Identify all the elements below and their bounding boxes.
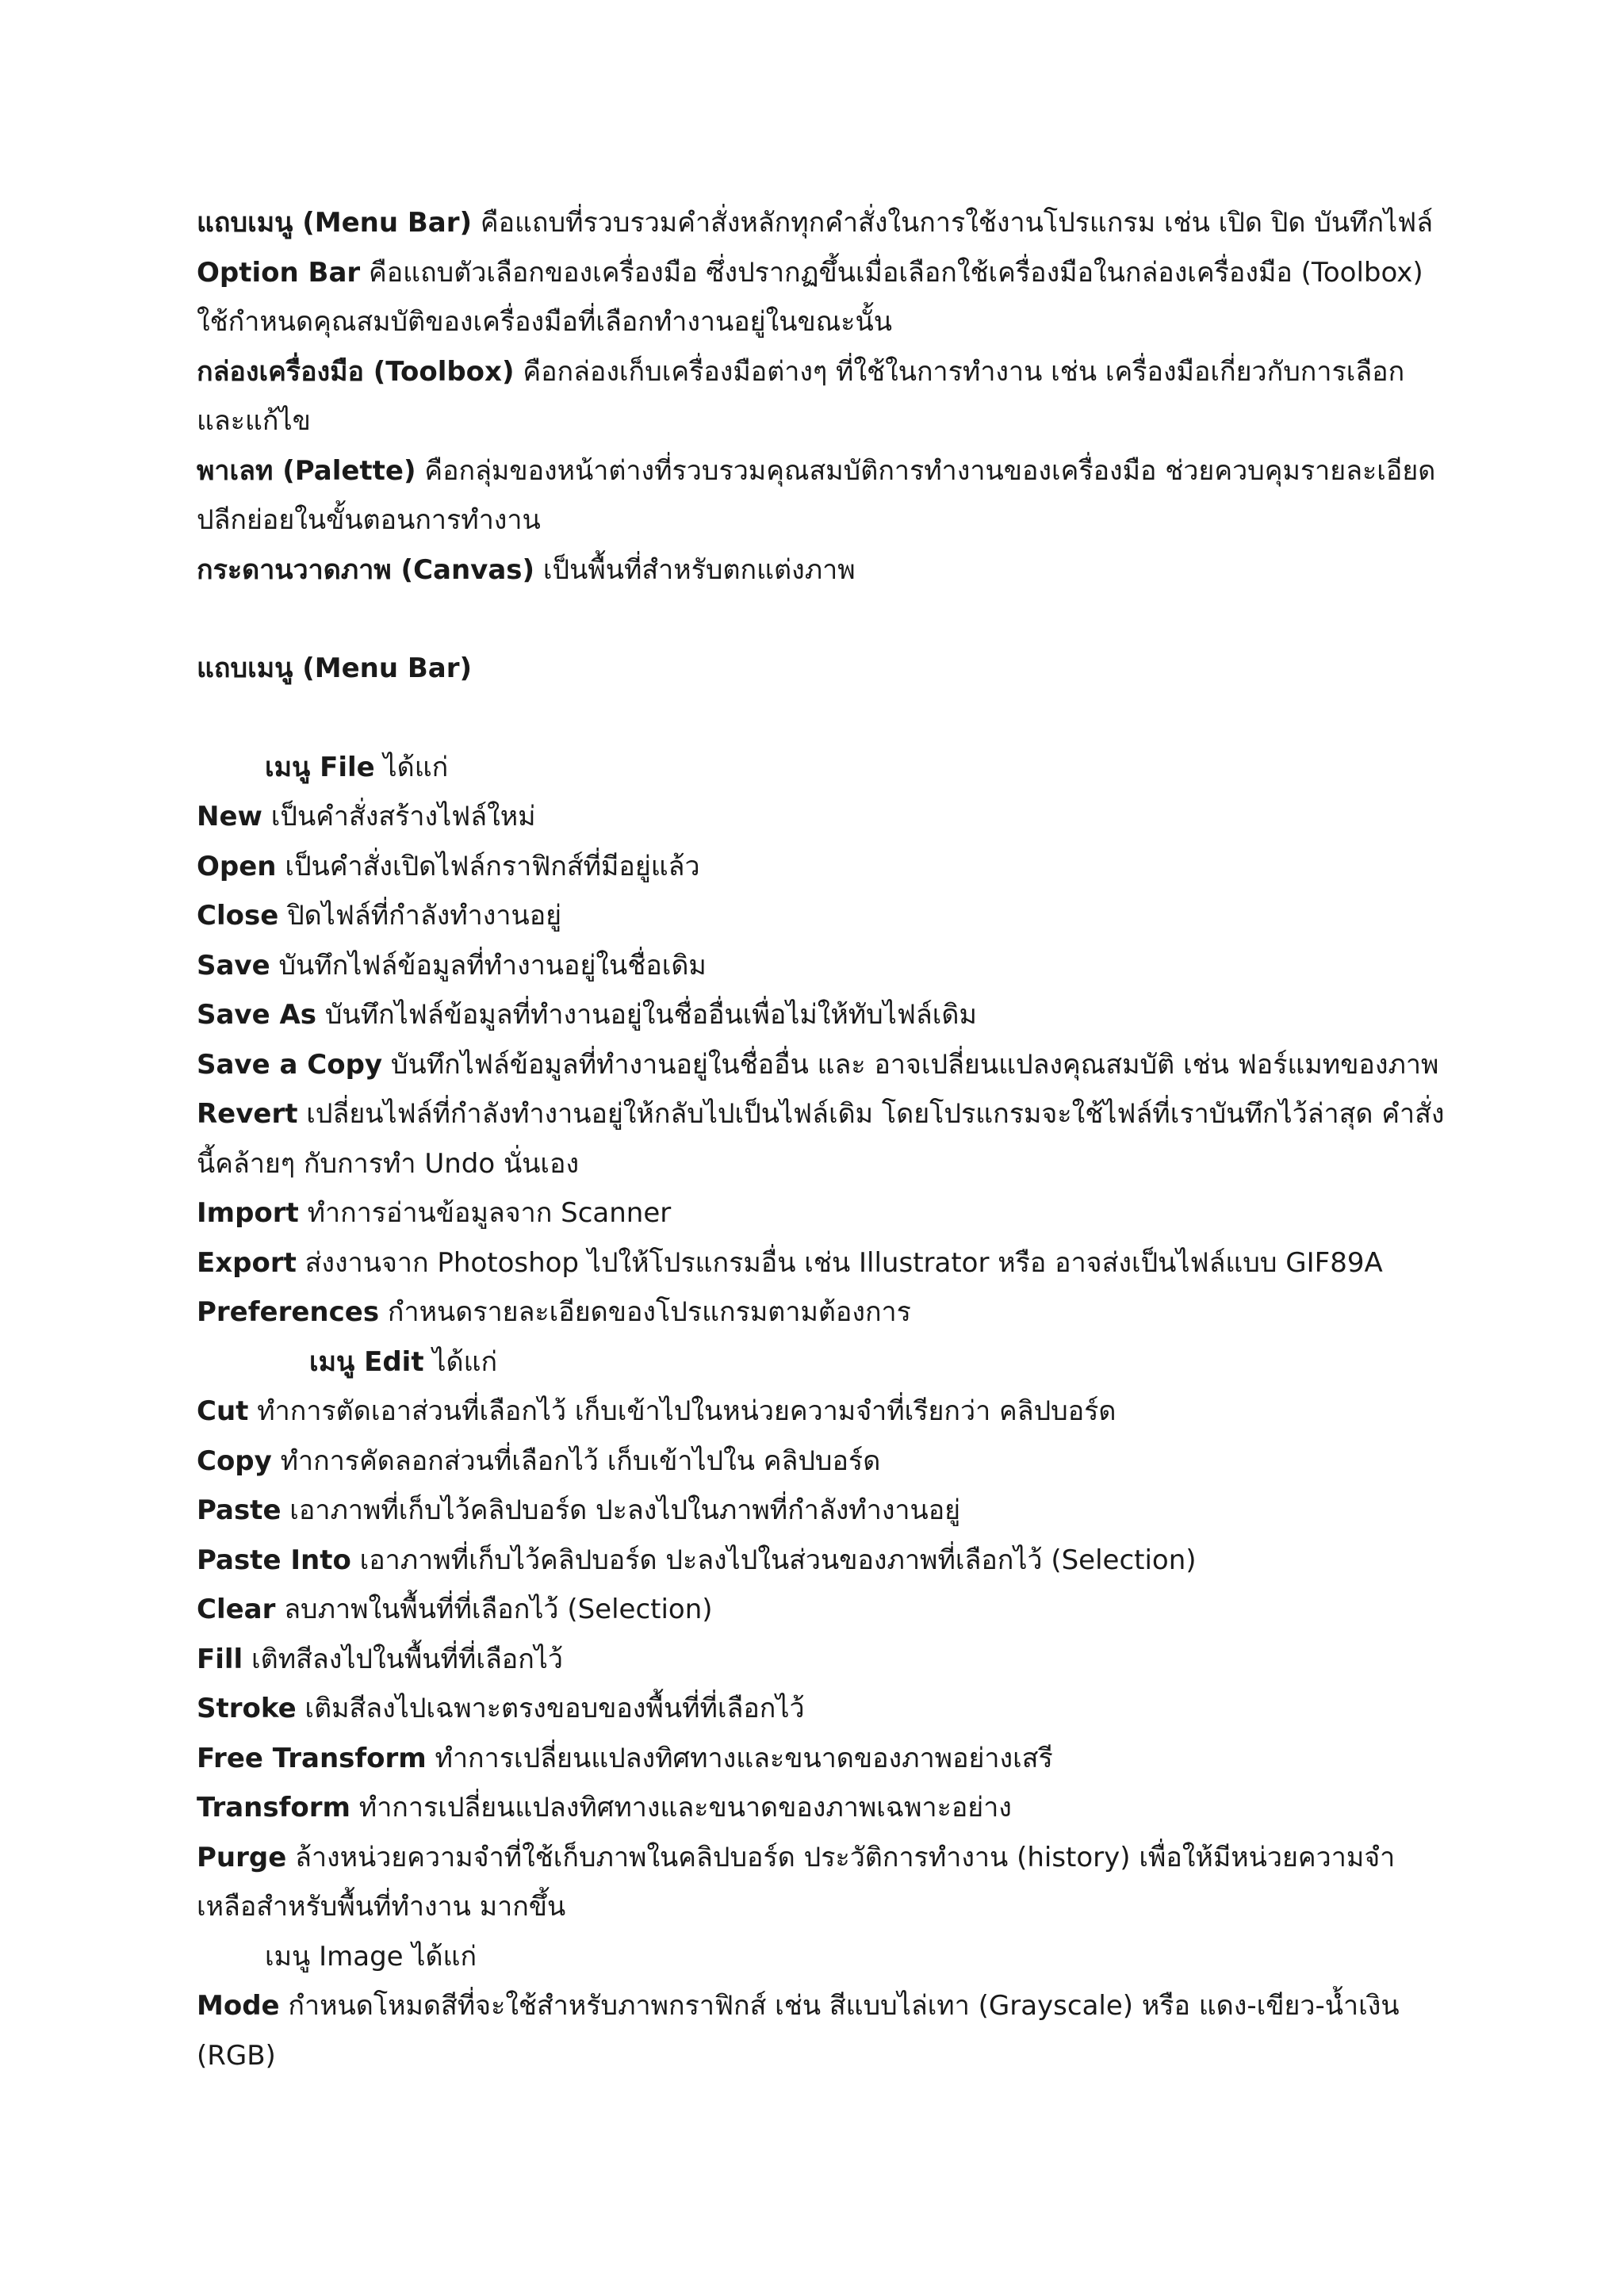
item-term: Preferences xyxy=(197,1296,380,1328)
item-desc: ส่งงานจาก Photoshop ไปให้โปรแกรมอื่น เช่น Illustrator หรือ อาจส่งเป็นไฟล์แบบ GIF89A xyxy=(296,1246,1383,1279)
item-desc: เติมสีลงไปเฉพาะตรงขอบของพื้นที่ที่เลือกไว้ xyxy=(296,1693,805,1724)
intro-term: แถบเมนู (Menu Bar) xyxy=(197,207,473,239)
item-desc: ทำการเปลี่ยนแปลงทิศทางและขนาดของภาพอย่างเสรี xyxy=(426,1742,1053,1774)
intro-term: กระดานวาดภาพ (Canvas) xyxy=(197,553,535,586)
menu-file-suffix: ได้แก่ xyxy=(374,751,449,783)
spacer xyxy=(197,595,1450,644)
item-desc: ทำการอ่านข้อมูลจาก Scanner xyxy=(298,1197,672,1229)
item-desc: เป็นคำสั่งสร้างไฟล์ใหม่ xyxy=(262,801,536,832)
section-heading xyxy=(197,644,1450,694)
list-item xyxy=(197,891,1450,941)
item-desc: บันทึกไฟล์ข้อมูลที่ทำงานอยู่ในชื่ออื่นเพื่อไม่ให้ทับไฟล์เดิม xyxy=(316,999,977,1031)
document-page xyxy=(197,198,1450,2080)
item-desc: บันทึกไฟล์ข้อมูลที่ทำงานอยู่ในชื่ออื่น และ อาจเปลี่ยนแปลงคุณสมบัติ เช่น ฟอร์แมทของภาพ xyxy=(382,1048,1439,1081)
intro-desc: เป็นพื้นที่สำหรับตกแต่งภาพ xyxy=(534,553,856,586)
intro-menu-bar xyxy=(197,198,1450,248)
list-item xyxy=(197,1833,1450,1932)
list-item xyxy=(197,1437,1450,1487)
item-desc: บันทึกไฟล์ข้อมูลที่ทำงานอยู่ในชื่อเดิม xyxy=(270,949,707,982)
intro-desc: คือแถบตัวเลือกของเครื่องมือ ซึ่งปรากฏขึ้นเมื่อเลือกใช้เครื่องมือในกล่องเครื่องมือ (Toolbox) ใช้กำหนดคุณสมบัติของเครื่องมือที่เลือกทำงานอยู่ในขณะนั้น xyxy=(197,256,1423,338)
list-item xyxy=(197,990,1450,1040)
intro-palette xyxy=(197,446,1450,545)
item-desc: ลบภาพในพื้นที่ที่เลือกไว้ (Selection) xyxy=(275,1594,713,1625)
item-desc: ทำการตัดเอาส่วนที่เลือกไว้ เก็บเข้าไปในหน่วยความจำที่เรียกว่า คลิปบอร์ด xyxy=(248,1395,1116,1427)
item-term: Import xyxy=(197,1197,299,1229)
menu-edit-suffix: ได้แก่ xyxy=(423,1345,498,1378)
list-item xyxy=(197,1981,1450,2080)
list-item xyxy=(197,1188,1450,1238)
list-item xyxy=(197,792,1450,842)
item-term: Close xyxy=(197,900,279,932)
intro-term: พาเลท (Palette) xyxy=(197,454,416,487)
item-term: Free Transform xyxy=(197,1742,427,1774)
list-item xyxy=(197,1635,1450,1685)
list-item xyxy=(197,1387,1450,1437)
list-item xyxy=(197,1734,1450,1784)
item-term: Mode xyxy=(197,1990,280,2022)
item-desc: ทำการเปลี่ยนแปลงทิศทางและขนาดของภาพเฉพาะอย่าง xyxy=(350,1792,1012,1823)
intro-desc: คือแถบที่รวบรวมคำสั่งหลักทุกคำสั่งในการใช้งานโปรแกรม เช่น เปิด ปิด บันทึกไฟล์ xyxy=(472,207,1434,239)
list-item xyxy=(197,1238,1450,1288)
item-desc: เอาภาพที่เก็บไว้คลิปบอร์ด ปะลงไปในส่วนของภาพที่เลือกไว้ (Selection) xyxy=(350,1544,1197,1576)
intro-toolbox xyxy=(197,347,1450,446)
item-term: Paste Into xyxy=(197,1544,351,1576)
item-term: Save a Copy xyxy=(197,1048,383,1081)
item-desc: ปิดไฟล์ที่กำลังทำงานอยู่ xyxy=(278,900,562,932)
item-desc: ล้างหน่วยความจำที่ใช้เก็บภาพในคลิปบอร์ด ประวัติการทำงาน (history) เพื่อให้มีหน่วยความจำเหลือสำหรับพื้นที่ทำงาน มากขึ้น xyxy=(197,1841,1396,1923)
item-term: Revert xyxy=(197,1098,298,1130)
item-term: Transform xyxy=(197,1792,350,1823)
spacer xyxy=(197,694,1450,743)
section-heading-text: แถบเมนู (Menu Bar) xyxy=(197,652,473,684)
list-item xyxy=(197,1783,1450,1833)
list-item xyxy=(197,842,1450,892)
item-term: Fill xyxy=(197,1643,243,1675)
item-term: Clear xyxy=(197,1594,276,1625)
item-term: New xyxy=(197,801,262,832)
item-term: Purge xyxy=(197,1841,287,1873)
item-term: Copy xyxy=(197,1445,272,1477)
item-desc: เปลี่ยนไฟล์ที่กำลังทำงานอยู่ให้กลับไปเป็นไฟล์เดิม โดยโปรแกรมจะใช้ไฟล์ที่เราบันทึกไว้ล่าสุด คำสั่งนี้คล้ายๆ กับการทำ Undo นั่นเอง xyxy=(197,1098,1445,1180)
list-item xyxy=(197,1089,1450,1188)
item-term: Save As xyxy=(197,999,317,1031)
menu-file-heading xyxy=(197,743,1450,793)
list-item xyxy=(197,1684,1450,1734)
intro-canvas xyxy=(197,545,1450,595)
list-item xyxy=(197,1536,1450,1586)
item-term: Open xyxy=(197,850,277,882)
intro-term: กล่องเครื่องมือ (Toolbox) xyxy=(197,355,515,388)
item-desc: เป็นคำสั่งเปิดไฟล์กราฟิกส์ที่มีอยู่แล้ว xyxy=(276,850,700,882)
item-term: Export xyxy=(197,1246,297,1279)
list-item xyxy=(197,1288,1450,1337)
menu-image-heading: เมนู Image ได้แก่ xyxy=(265,1940,477,1973)
intro-desc: คือกลุ่มของหน้าต่างที่รวบรวมคุณสมบัติการทำงานของเครื่องมือ ช่วยควบคุมรายละเอียดปลีกย่อยในขั้นตอนการทำงาน xyxy=(197,454,1436,536)
intro-term: Option Bar xyxy=(197,256,361,289)
item-desc: เอาภาพที่เก็บไว้คลิปบอร์ด ปะลงไปในภาพที่กำลังทำงานอยู่ xyxy=(281,1494,961,1526)
list-item xyxy=(197,1585,1450,1635)
intro-desc: คือกล่องเก็บเครื่องมือต่างๆ ที่ใช้ในการทำงาน เช่น เครื่องมือเกี่ยวกับการเลือกและแก้ไข xyxy=(197,355,1405,437)
list-item xyxy=(197,1486,1450,1536)
item-desc: ทำการคัดลอกส่วนที่เลือกไว้ เก็บเข้าไปใน คลิปบอร์ด xyxy=(271,1445,881,1477)
list-item xyxy=(197,1040,1450,1090)
item-term: Cut xyxy=(197,1395,249,1427)
item-term: Paste xyxy=(197,1494,282,1526)
list-item xyxy=(197,941,1450,991)
menu-edit-title: เมนู Edit xyxy=(309,1345,424,1378)
menu-edit-heading xyxy=(197,1337,1450,1387)
intro-option-bar xyxy=(197,248,1450,347)
item-term: Stroke xyxy=(197,1693,297,1724)
item-desc: กำหนดโหมดสีที่จะใช้สำหรับภาพกราฟิกส์ เช่น สีแบบไล่เทา (Grayscale) หรือ แดง-เขียว-น้ำเงิน (RGB) xyxy=(197,1990,1400,2072)
item-desc: กำหนดรายละเอียดของโปรแกรมตามต้องการ xyxy=(379,1296,911,1328)
item-desc: เติทสีลงไปในพื้นที่ที่เลือกไว้ xyxy=(243,1643,563,1675)
item-term: Save xyxy=(197,949,270,982)
menu-file-title: เมนู File xyxy=(265,751,375,783)
